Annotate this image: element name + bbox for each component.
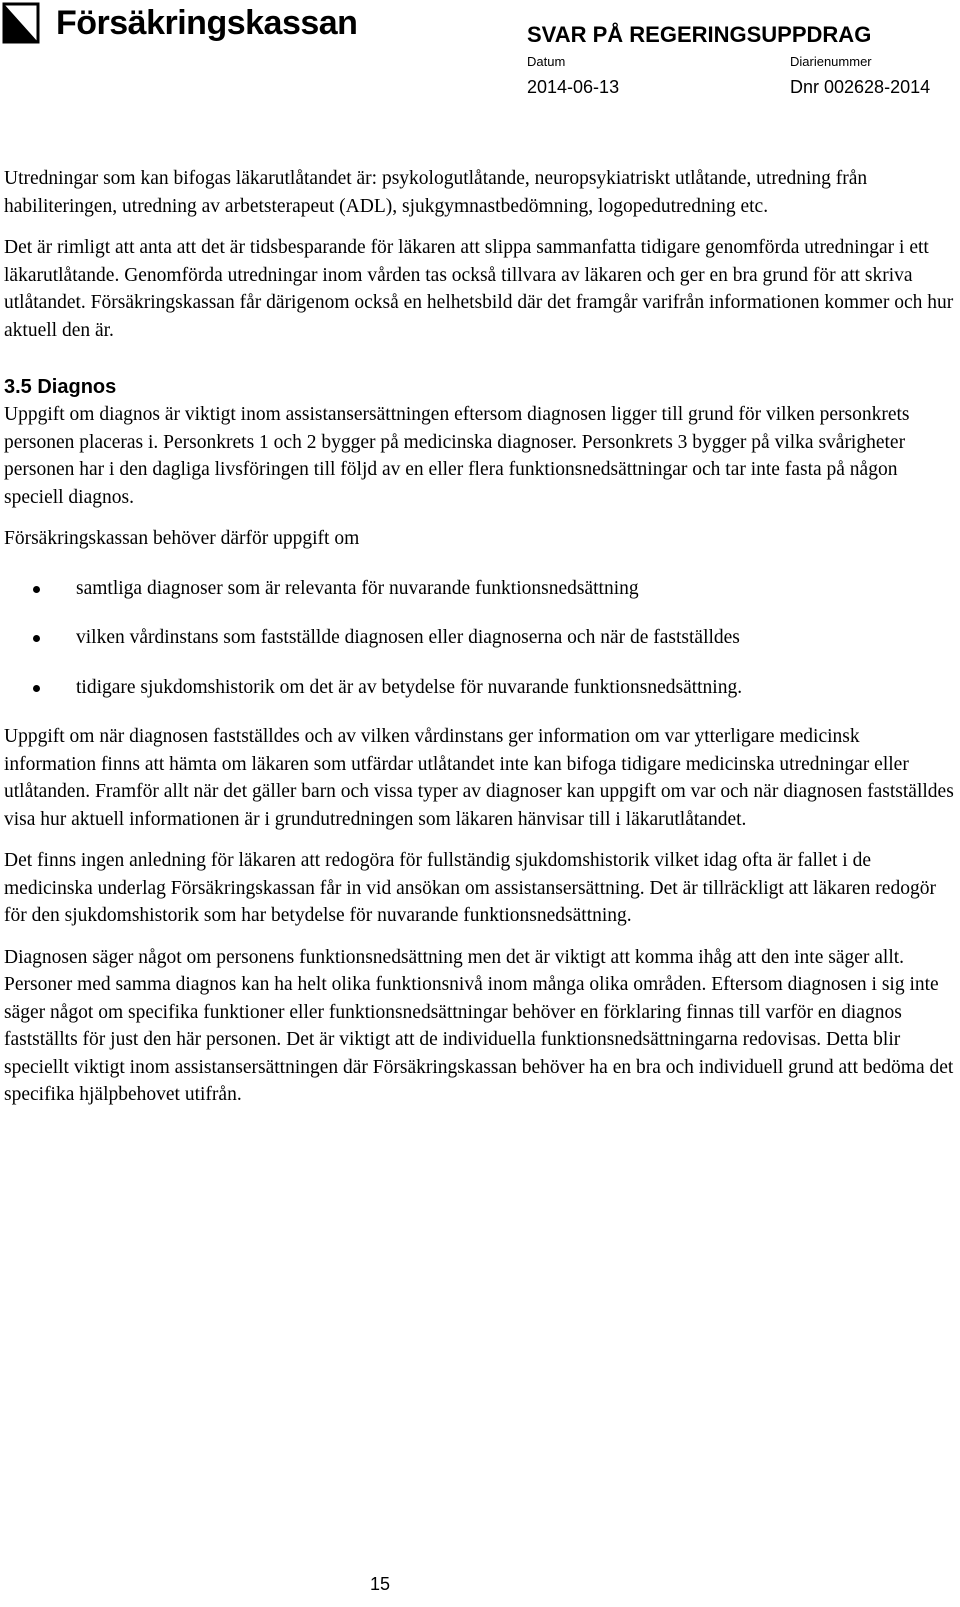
list-item-text: vilken vårdinstans som fastställde diagnosen eller diagnoserna och när de fastställdes bbox=[76, 627, 740, 648]
list-item bbox=[4, 624, 954, 652]
page-number: 15 bbox=[370, 1574, 391, 1594]
registration-number-value: Dnr 002628-2014 bbox=[790, 77, 931, 97]
paragraph: Diagnosen säger något om personens funktionsnedsättning men det är viktigt att komma ihåg att den inte säger allt. Personer med samma diagnos kan ha helt olika funktionsnivå inom många olika områden. Eftersom diagnosen i sig inte säger något om specifika funktioner eller funktionsnedsättningar behöver en förklaring finnas till varför en diagnos fastställts för just den här personen. Det är viktigt att de individuella funktionsnedsättningarna redovisas. Detta blir speciellt viktigt inom assistansersättningen där Försäkringskassan behöver ha en bra och individuell grund att bedöma det specifika hjälpbehovet utifrån. bbox=[4, 946, 954, 1105]
bullet-list bbox=[4, 575, 954, 702]
bullet-icon bbox=[33, 586, 40, 593]
list-item-text: tidigare sjukdomshistorik om det är av betydelse för nuvarande funktionsnedsättning. bbox=[76, 676, 743, 698]
paragraph: Uppgift om när diagnosen fastställdes och av vilken vårdinstans ger information om var ytterligare medicinsk information finns att hämta om läkaren som utfärdar utlåtandet inte kan bifoga tidigare medicinska utredningar eller utlåtanden. Framför allt när det gäller barn och vissa typer av diagnoser kan uppgift om var och när diagnosen fastställdes visa hur aktuell informationen är i grundutredningen som läkaren hänvisar till i läkarutlåtandet. bbox=[4, 726, 954, 830]
bullet-icon bbox=[33, 685, 40, 692]
registration-number-label: Diarienummer bbox=[790, 54, 872, 69]
document-header bbox=[0, 0, 960, 100]
document-body bbox=[4, 165, 954, 1109]
list-item bbox=[4, 575, 954, 603]
paragraph: Det är rimligt att anta att det är tidsbesparande för läkaren att slippa sammanfatta tidigare genomförda utredningar i ett läkarutlåtande. Genomförda utredningar inom vården tas också tillvara av läkaren och ger en bra grund för att skriva utlåtandet. Försäkringskassan får därigenom också en helhetsbild där det framgår varifrån informationen kommer och hur aktuell den är. bbox=[4, 237, 954, 341]
bullet-icon bbox=[33, 635, 40, 642]
paragraph: Försäkringskassan behöver därför uppgift om bbox=[4, 528, 360, 549]
paragraph: Det finns ingen anledning för läkaren att redogöra för fullständig sjukdomshistorik vilket idag ofta är fallet i de medicinska underlag Försäkringskassan får in vid ansökan om assistansersättning. Det är tillräckligt att läkaren redogör för den sjukdomshistorik som har betydelse för nuvarande funktionsnedsättning. bbox=[4, 850, 936, 926]
paragraph: Uppgift om diagnos är viktigt inom assistansersättningen eftersom diagnosen ligger till grund för vilken personkrets personen placeras i. Personkrets 1 och 2 bygger på medicinska diagnoser. Personkrets 3 bygger på vilka svårigheter personen har i den dagliga livsföringen till följd av en eller flera funktionsnedsättningar och tar inte fasta på någon speciell diagnos. bbox=[4, 404, 910, 508]
logo-text: Försäkringskassan bbox=[56, 4, 358, 42]
document-type: SVAR PÅ REGERINGSUPPDRAG bbox=[527, 22, 872, 47]
agency-logo bbox=[2, 2, 357, 44]
paragraph: Utredningar som kan bifogas läkarutlåtandet är: psykologutlåtande, neuropsykiatriskt utlåtande, utredning från habiliteringen, utredning av arbetsterapeut (ADL), sjukgymnastbedömning, logopedutredning etc. bbox=[4, 168, 868, 217]
logo-mark-icon bbox=[2, 2, 40, 44]
date-label: Datum bbox=[527, 54, 566, 69]
section-heading: 3.5 Diagnos bbox=[4, 376, 117, 398]
list-item-text: samtliga diagnoser som är relevanta för nuvarande funktionsnedsättning bbox=[76, 577, 639, 599]
list-item bbox=[4, 674, 954, 702]
date-value: 2014-06-13 bbox=[527, 77, 620, 97]
